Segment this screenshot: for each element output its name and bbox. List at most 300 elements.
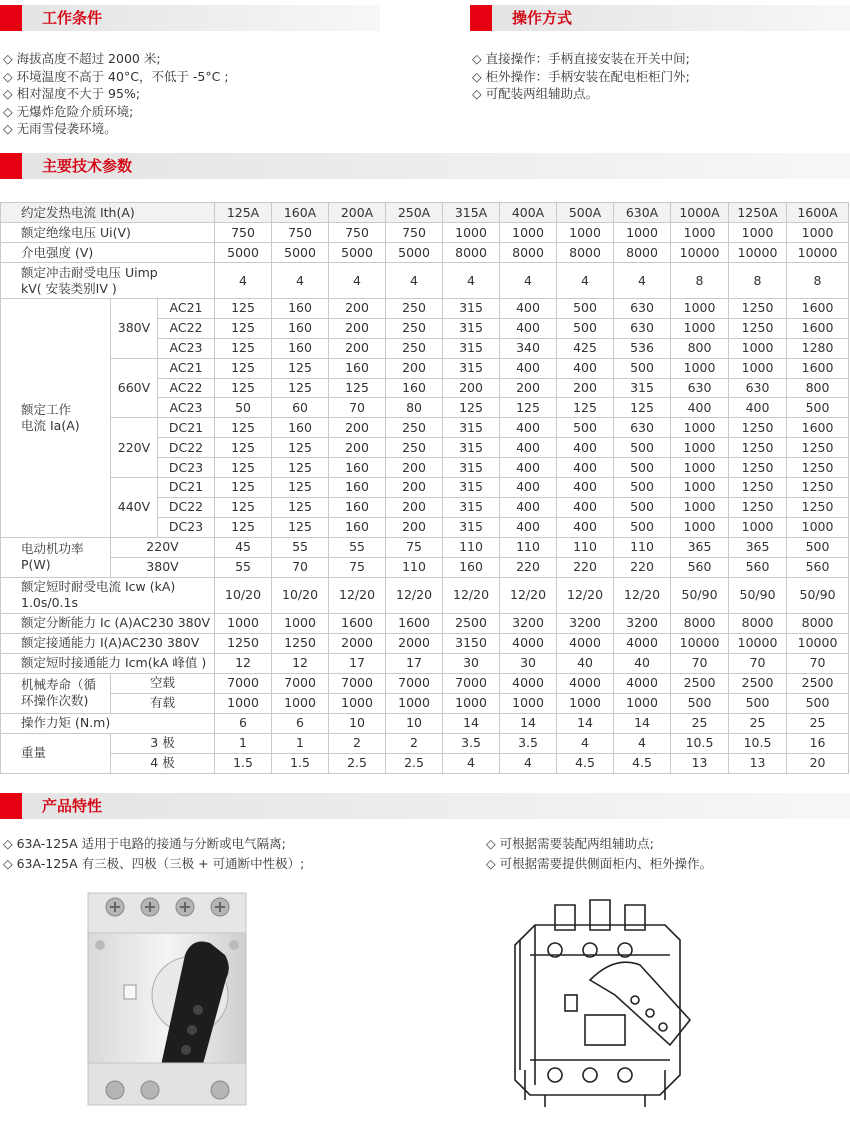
value-cell: 200 [386, 497, 443, 517]
value-cell: 1600 [329, 613, 386, 633]
value-cell: 4 [215, 263, 272, 299]
value-cell: 1000 [215, 693, 272, 713]
value-cell: 1000 [729, 517, 787, 537]
value-cell: 2000 [329, 633, 386, 653]
value-cell: 250 [386, 338, 443, 358]
voltage-cell: 380V [111, 299, 158, 359]
value-cell: 4 [329, 263, 386, 299]
value-cell: 125 [329, 378, 386, 398]
value-cell: 2500 [729, 673, 787, 693]
value-cell: 14 [614, 713, 671, 733]
value-cell: 400 [671, 398, 729, 418]
category-cell: DC21 [158, 418, 215, 438]
value-cell: 4000 [500, 633, 557, 653]
table-label-line: P(W) [21, 557, 51, 573]
value-cell: 500 [614, 497, 671, 517]
value-cell: 125 [215, 517, 272, 537]
value-cell: 200 [386, 517, 443, 537]
value-cell: 40 [614, 653, 671, 673]
value-cell: 1250 [729, 458, 787, 478]
value-cell: 8000 [671, 613, 729, 633]
value-cell: 1280 [787, 338, 849, 358]
table-row [1, 693, 849, 713]
value-cell: 75 [329, 557, 386, 577]
value-cell: 1000 [729, 358, 787, 378]
value-cell: 12/20 [614, 577, 671, 613]
value-cell: 1250 [787, 438, 849, 458]
value-cell: 1000 [671, 438, 729, 458]
mode-cell: 有载 [111, 693, 215, 713]
value-cell: 50/90 [671, 577, 729, 613]
value-cell: 125 [215, 458, 272, 478]
value-cell: 200 [443, 378, 500, 398]
table-row [1, 358, 849, 378]
value-cell: 30 [443, 653, 500, 673]
value-cell: 2000 [386, 633, 443, 653]
value-cell: 6 [215, 713, 272, 733]
category-cell: DC21 [158, 478, 215, 498]
value-cell: 400 [557, 478, 614, 498]
value-cell: 1250 [215, 633, 272, 653]
value-cell: 7000 [386, 673, 443, 693]
value-cell: 10/20 [215, 577, 272, 613]
value-cell: 1600 [787, 418, 849, 438]
list-item: ◇ 柜外操作：手柄安装在配电柜柜门外; [472, 68, 690, 84]
value-cell: 500 [557, 318, 614, 338]
value-cell: 500 [557, 299, 614, 319]
value-cell: 630 [671, 378, 729, 398]
value-cell: 1000 [671, 497, 729, 517]
value-cell: 125 [215, 438, 272, 458]
value-cell: 125 [215, 478, 272, 498]
table-label-line: 电动机功率 [21, 541, 84, 557]
category-cell: AC22 [158, 378, 215, 398]
value-cell: 3.5 [500, 733, 557, 753]
list-item: ◇ 无雨雪侵袭环境。 [3, 121, 117, 136]
table-row [1, 537, 849, 557]
value-cell: 1000 [729, 223, 787, 243]
value-cell: 4000 [614, 633, 671, 653]
value-cell: 425 [557, 338, 614, 358]
value-cell: 5000 [329, 243, 386, 263]
category-cell: AC21 [158, 299, 215, 319]
section-marker [470, 5, 492, 31]
section-title: 操作方式 [492, 5, 850, 31]
value-cell: 12/20 [500, 577, 557, 613]
value-cell: 4 [500, 753, 557, 773]
value-cell: 1000 [500, 223, 557, 243]
table-label-line: 机械寿命（循 [21, 677, 97, 693]
value-cell: 110 [443, 537, 500, 557]
value-cell: 40 [557, 653, 614, 673]
table-row [1, 299, 849, 319]
value-cell: 630 [614, 299, 671, 319]
value-cell: 560 [729, 557, 787, 577]
value-cell: 4 [500, 263, 557, 299]
poles-cell: 3 极 [111, 733, 215, 753]
value-cell: 25 [671, 713, 729, 733]
section-marker [0, 153, 22, 179]
value-cell: 365 [671, 537, 729, 557]
value-cell: 7000 [272, 673, 329, 693]
switch-photo [80, 885, 255, 1110]
value-cell: 160 [329, 358, 386, 378]
list-item: ◇ 相对湿度不大于 95%; [3, 86, 141, 101]
value-cell: 1000 [443, 223, 500, 243]
value-cell: 8 [787, 263, 849, 299]
value-cell: 1250 [272, 633, 329, 653]
table-row [1, 753, 849, 773]
value-cell: 1000 [671, 517, 729, 537]
value-cell: 1250A [729, 203, 787, 223]
value-cell: 500A [557, 203, 614, 223]
table-row [1, 577, 849, 613]
value-cell: 750 [272, 223, 329, 243]
category-cell: DC22 [158, 438, 215, 458]
row-label [1, 537, 111, 577]
value-cell: 500 [614, 438, 671, 458]
value-cell: 500 [614, 458, 671, 478]
value-cell: 1000 [729, 338, 787, 358]
value-cell: 500 [729, 693, 787, 713]
value-cell: 560 [787, 557, 849, 577]
value-cell: 800 [787, 378, 849, 398]
value-cell: 1600 [386, 613, 443, 633]
value-cell: 125 [215, 318, 272, 338]
section-title: 工作条件 [22, 5, 380, 31]
value-cell: 4000 [557, 673, 614, 693]
table-row [1, 263, 849, 299]
value-cell: 4.5 [557, 753, 614, 773]
value-cell: 17 [386, 653, 443, 673]
value-cell: 1250 [729, 497, 787, 517]
value-cell: 110 [614, 537, 671, 557]
value-cell: 70 [272, 557, 329, 577]
table-row [1, 613, 849, 633]
value-cell: 400 [557, 497, 614, 517]
value-cell: 70 [329, 398, 386, 418]
value-cell: 2500 [671, 673, 729, 693]
value-cell: 315 [443, 358, 500, 378]
list-item: ◇ 可配装两组辅助点。 [472, 86, 599, 101]
list-item: ◇ 可根据需要装配两组辅助点; [486, 836, 654, 851]
value-cell: 1000 [443, 693, 500, 713]
value-cell: 75 [386, 537, 443, 557]
value-cell: 160 [386, 378, 443, 398]
value-cell: 125 [215, 358, 272, 378]
value-cell: 400 [500, 318, 557, 338]
category-cell: DC23 [158, 458, 215, 478]
poles-cell: 4 极 [111, 753, 215, 773]
value-cell: 1000 [671, 478, 729, 498]
value-cell: 125 [215, 418, 272, 438]
value-cell: 17 [329, 653, 386, 673]
value-cell: 13 [671, 753, 729, 773]
row-label [1, 577, 215, 613]
value-cell: 14 [557, 713, 614, 733]
row-label: 操作力矩 (N.m) [1, 713, 215, 733]
value-cell: 10 [329, 713, 386, 733]
value-cell: 220 [500, 557, 557, 577]
value-cell: 125 [272, 438, 329, 458]
section-header-operation [470, 5, 850, 31]
value-cell: 10/20 [272, 577, 329, 613]
value-cell: 340 [500, 338, 557, 358]
list-item: ◇ 63A-125A 适用于电路的接通与分断或电气隔离; [3, 836, 286, 851]
features-list-left [3, 834, 304, 874]
value-cell: 3150 [443, 633, 500, 653]
value-cell: 70 [729, 653, 787, 673]
value-cell: 200 [329, 318, 386, 338]
value-cell: 200 [386, 478, 443, 498]
section-marker [0, 5, 22, 31]
value-cell: 60 [272, 398, 329, 418]
features-list-right [486, 834, 712, 874]
value-cell: 25 [787, 713, 849, 733]
value-cell: 4000 [614, 673, 671, 693]
value-cell: 1600A [787, 203, 849, 223]
row-label [1, 299, 111, 538]
value-cell: 10.5 [671, 733, 729, 753]
value-cell: 1250 [787, 458, 849, 478]
value-cell: 125 [215, 338, 272, 358]
row-label [1, 673, 111, 713]
value-cell: 2500 [787, 673, 849, 693]
value-cell: 50 [215, 398, 272, 418]
value-cell: 45 [215, 537, 272, 557]
voltage-cell: 220V [111, 537, 215, 557]
value-cell: 8 [729, 263, 787, 299]
value-cell: 8000 [500, 243, 557, 263]
value-cell: 500 [671, 693, 729, 713]
value-cell: 160 [272, 318, 329, 338]
row-label: 额定接通能力 I(A)AC230 380V [1, 633, 215, 653]
value-cell: 5000 [386, 243, 443, 263]
section-header-tech [0, 153, 850, 179]
value-cell: 500 [614, 478, 671, 498]
value-cell: 12 [272, 653, 329, 673]
value-cell: 1000 [671, 318, 729, 338]
value-cell: 630A [614, 203, 671, 223]
value-cell: 1000 [386, 693, 443, 713]
value-cell: 1000 [557, 223, 614, 243]
value-cell: 200 [386, 358, 443, 378]
value-cell: 20 [787, 753, 849, 773]
table-row [1, 653, 849, 673]
section-header-features [0, 793, 850, 819]
value-cell: 55 [329, 537, 386, 557]
value-cell: 160 [329, 497, 386, 517]
value-cell: 8000 [729, 613, 787, 633]
value-cell: 6 [272, 713, 329, 733]
value-cell: 630 [614, 418, 671, 438]
value-cell: 400A [500, 203, 557, 223]
value-cell: 365 [729, 537, 787, 557]
value-cell: 4 [443, 263, 500, 299]
value-cell: 400 [557, 438, 614, 458]
table-label-line: 电流 Ia(A) [21, 417, 80, 433]
row-label [1, 263, 215, 299]
value-cell: 125 [443, 398, 500, 418]
value-cell: 400 [500, 517, 557, 537]
value-cell: 8000 [443, 243, 500, 263]
value-cell: 200 [500, 378, 557, 398]
value-cell: 4 [272, 263, 329, 299]
value-cell: 12/20 [329, 577, 386, 613]
value-cell: 1000 [671, 418, 729, 438]
value-cell: 400 [500, 418, 557, 438]
value-cell: 125 [272, 458, 329, 478]
value-cell: 200A [329, 203, 386, 223]
table-row [1, 733, 849, 753]
value-cell: 10000 [671, 633, 729, 653]
table-label-line: 1.0s/0.1s [21, 595, 78, 611]
value-cell: 3200 [500, 613, 557, 633]
category-cell: AC23 [158, 338, 215, 358]
value-cell: 160 [272, 299, 329, 319]
value-cell: 1000 [614, 223, 671, 243]
value-cell: 1600 [787, 299, 849, 319]
value-cell: 8000 [614, 243, 671, 263]
mode-cell: 空载 [111, 673, 215, 693]
value-cell: 1250 [729, 418, 787, 438]
table-label-line: 环操作次数) [21, 693, 89, 709]
value-cell: 55 [272, 537, 329, 557]
list-item: ◇ 环境温度不高于 40°C，不低于 -5°C ; [3, 68, 229, 84]
value-cell: 10000 [787, 633, 849, 653]
value-cell: 160 [443, 557, 500, 577]
value-cell: 2 [386, 733, 443, 753]
value-cell: 1000 [272, 693, 329, 713]
value-cell: 7000 [215, 673, 272, 693]
value-cell: 200 [329, 299, 386, 319]
value-cell: 800 [671, 338, 729, 358]
value-cell: 500 [614, 517, 671, 537]
voltage-cell: 380V [111, 557, 215, 577]
value-cell: 2500 [443, 613, 500, 633]
value-cell: 4 [557, 263, 614, 299]
value-cell: 12/20 [443, 577, 500, 613]
value-cell: 250A [386, 203, 443, 223]
table-label-line: kV( 安装类别IV ) [21, 280, 117, 296]
value-cell: 13 [729, 753, 787, 773]
value-cell: 315 [443, 497, 500, 517]
value-cell: 8000 [557, 243, 614, 263]
value-cell: 630 [614, 318, 671, 338]
value-cell: 400 [500, 478, 557, 498]
value-cell: 110 [500, 537, 557, 557]
value-cell: 7000 [443, 673, 500, 693]
value-cell: 5000 [272, 243, 329, 263]
value-cell: 1000 [215, 613, 272, 633]
value-cell: 110 [386, 557, 443, 577]
value-cell: 12/20 [386, 577, 443, 613]
value-cell: 1.5 [215, 753, 272, 773]
value-cell: 3200 [557, 613, 614, 633]
value-cell: 10.5 [729, 733, 787, 753]
value-cell: 1000 [671, 223, 729, 243]
category-cell: DC22 [158, 497, 215, 517]
value-cell: 125 [614, 398, 671, 418]
value-cell: 12 [215, 653, 272, 673]
value-cell: 200 [329, 338, 386, 358]
table-row [1, 673, 849, 693]
value-cell: 1250 [787, 497, 849, 517]
value-cell: 560 [671, 557, 729, 577]
list-item: ◇ 无爆炸危险介质环境; [3, 103, 134, 119]
value-cell: 30 [500, 653, 557, 673]
value-cell: 4000 [500, 673, 557, 693]
table-label-line: 额定工作 [21, 401, 72, 417]
value-cell: 2.5 [386, 753, 443, 773]
value-cell: 125 [557, 398, 614, 418]
section-marker [0, 793, 22, 819]
value-cell: 250 [386, 418, 443, 438]
switch-line-drawing [495, 885, 700, 1110]
value-cell: 1250 [729, 299, 787, 319]
value-cell: 750 [329, 223, 386, 243]
value-cell: 16 [787, 733, 849, 753]
value-cell: 500 [557, 418, 614, 438]
list-item: ◇ 可根据需要提供侧面柜内、柜外操作。 [486, 856, 713, 871]
value-cell: 8 [671, 263, 729, 299]
value-cell: 110 [557, 537, 614, 557]
value-cell: 160 [329, 458, 386, 478]
list-item: ◇ 海拔高度不超过 2000 米; [3, 51, 161, 66]
value-cell: 1600 [787, 358, 849, 378]
value-cell: 7000 [329, 673, 386, 693]
row-label: 额定短时接通能力 Icm(kA 峰值 ) [1, 653, 215, 673]
value-cell: 200 [329, 438, 386, 458]
list-item: ◇ 63A-125A 有三极、四极（三极 + 可通断中性极）; [3, 856, 305, 871]
table-row [1, 223, 849, 243]
value-cell: 5000 [215, 243, 272, 263]
value-cell: 200 [386, 458, 443, 478]
row-label: 重量 [1, 733, 111, 773]
value-cell: 14 [443, 713, 500, 733]
value-cell: 1250 [729, 318, 787, 338]
value-cell: 4000 [557, 633, 614, 653]
value-cell: 160A [272, 203, 329, 223]
value-cell: 220 [557, 557, 614, 577]
voltage-cell: 660V [111, 358, 158, 418]
value-cell: 1600 [787, 318, 849, 338]
value-cell: 1250 [787, 478, 849, 498]
value-cell: 630 [729, 378, 787, 398]
value-cell: 250 [386, 299, 443, 319]
value-cell: 315A [443, 203, 500, 223]
work-conditions-list [3, 50, 229, 138]
value-cell: 200 [329, 418, 386, 438]
value-cell: 400 [500, 358, 557, 378]
value-cell: 220 [614, 557, 671, 577]
table-row [1, 243, 849, 263]
value-cell: 4.5 [614, 753, 671, 773]
list-item: ◇ 直接操作：手柄直接安装在开关中间; [472, 51, 690, 66]
value-cell: 315 [614, 378, 671, 398]
value-cell: 500 [787, 537, 849, 557]
operation-list [472, 50, 690, 103]
value-cell: 500 [614, 358, 671, 378]
value-cell: 1000 [557, 693, 614, 713]
table-label-line: 额定短时耐受电流 Icw (kA) [21, 579, 176, 595]
table-row [1, 478, 849, 498]
value-cell: 1000 [671, 358, 729, 378]
value-cell: 315 [443, 318, 500, 338]
value-cell: 1 [215, 733, 272, 753]
value-cell: 315 [443, 299, 500, 319]
value-cell: 1250 [729, 478, 787, 498]
